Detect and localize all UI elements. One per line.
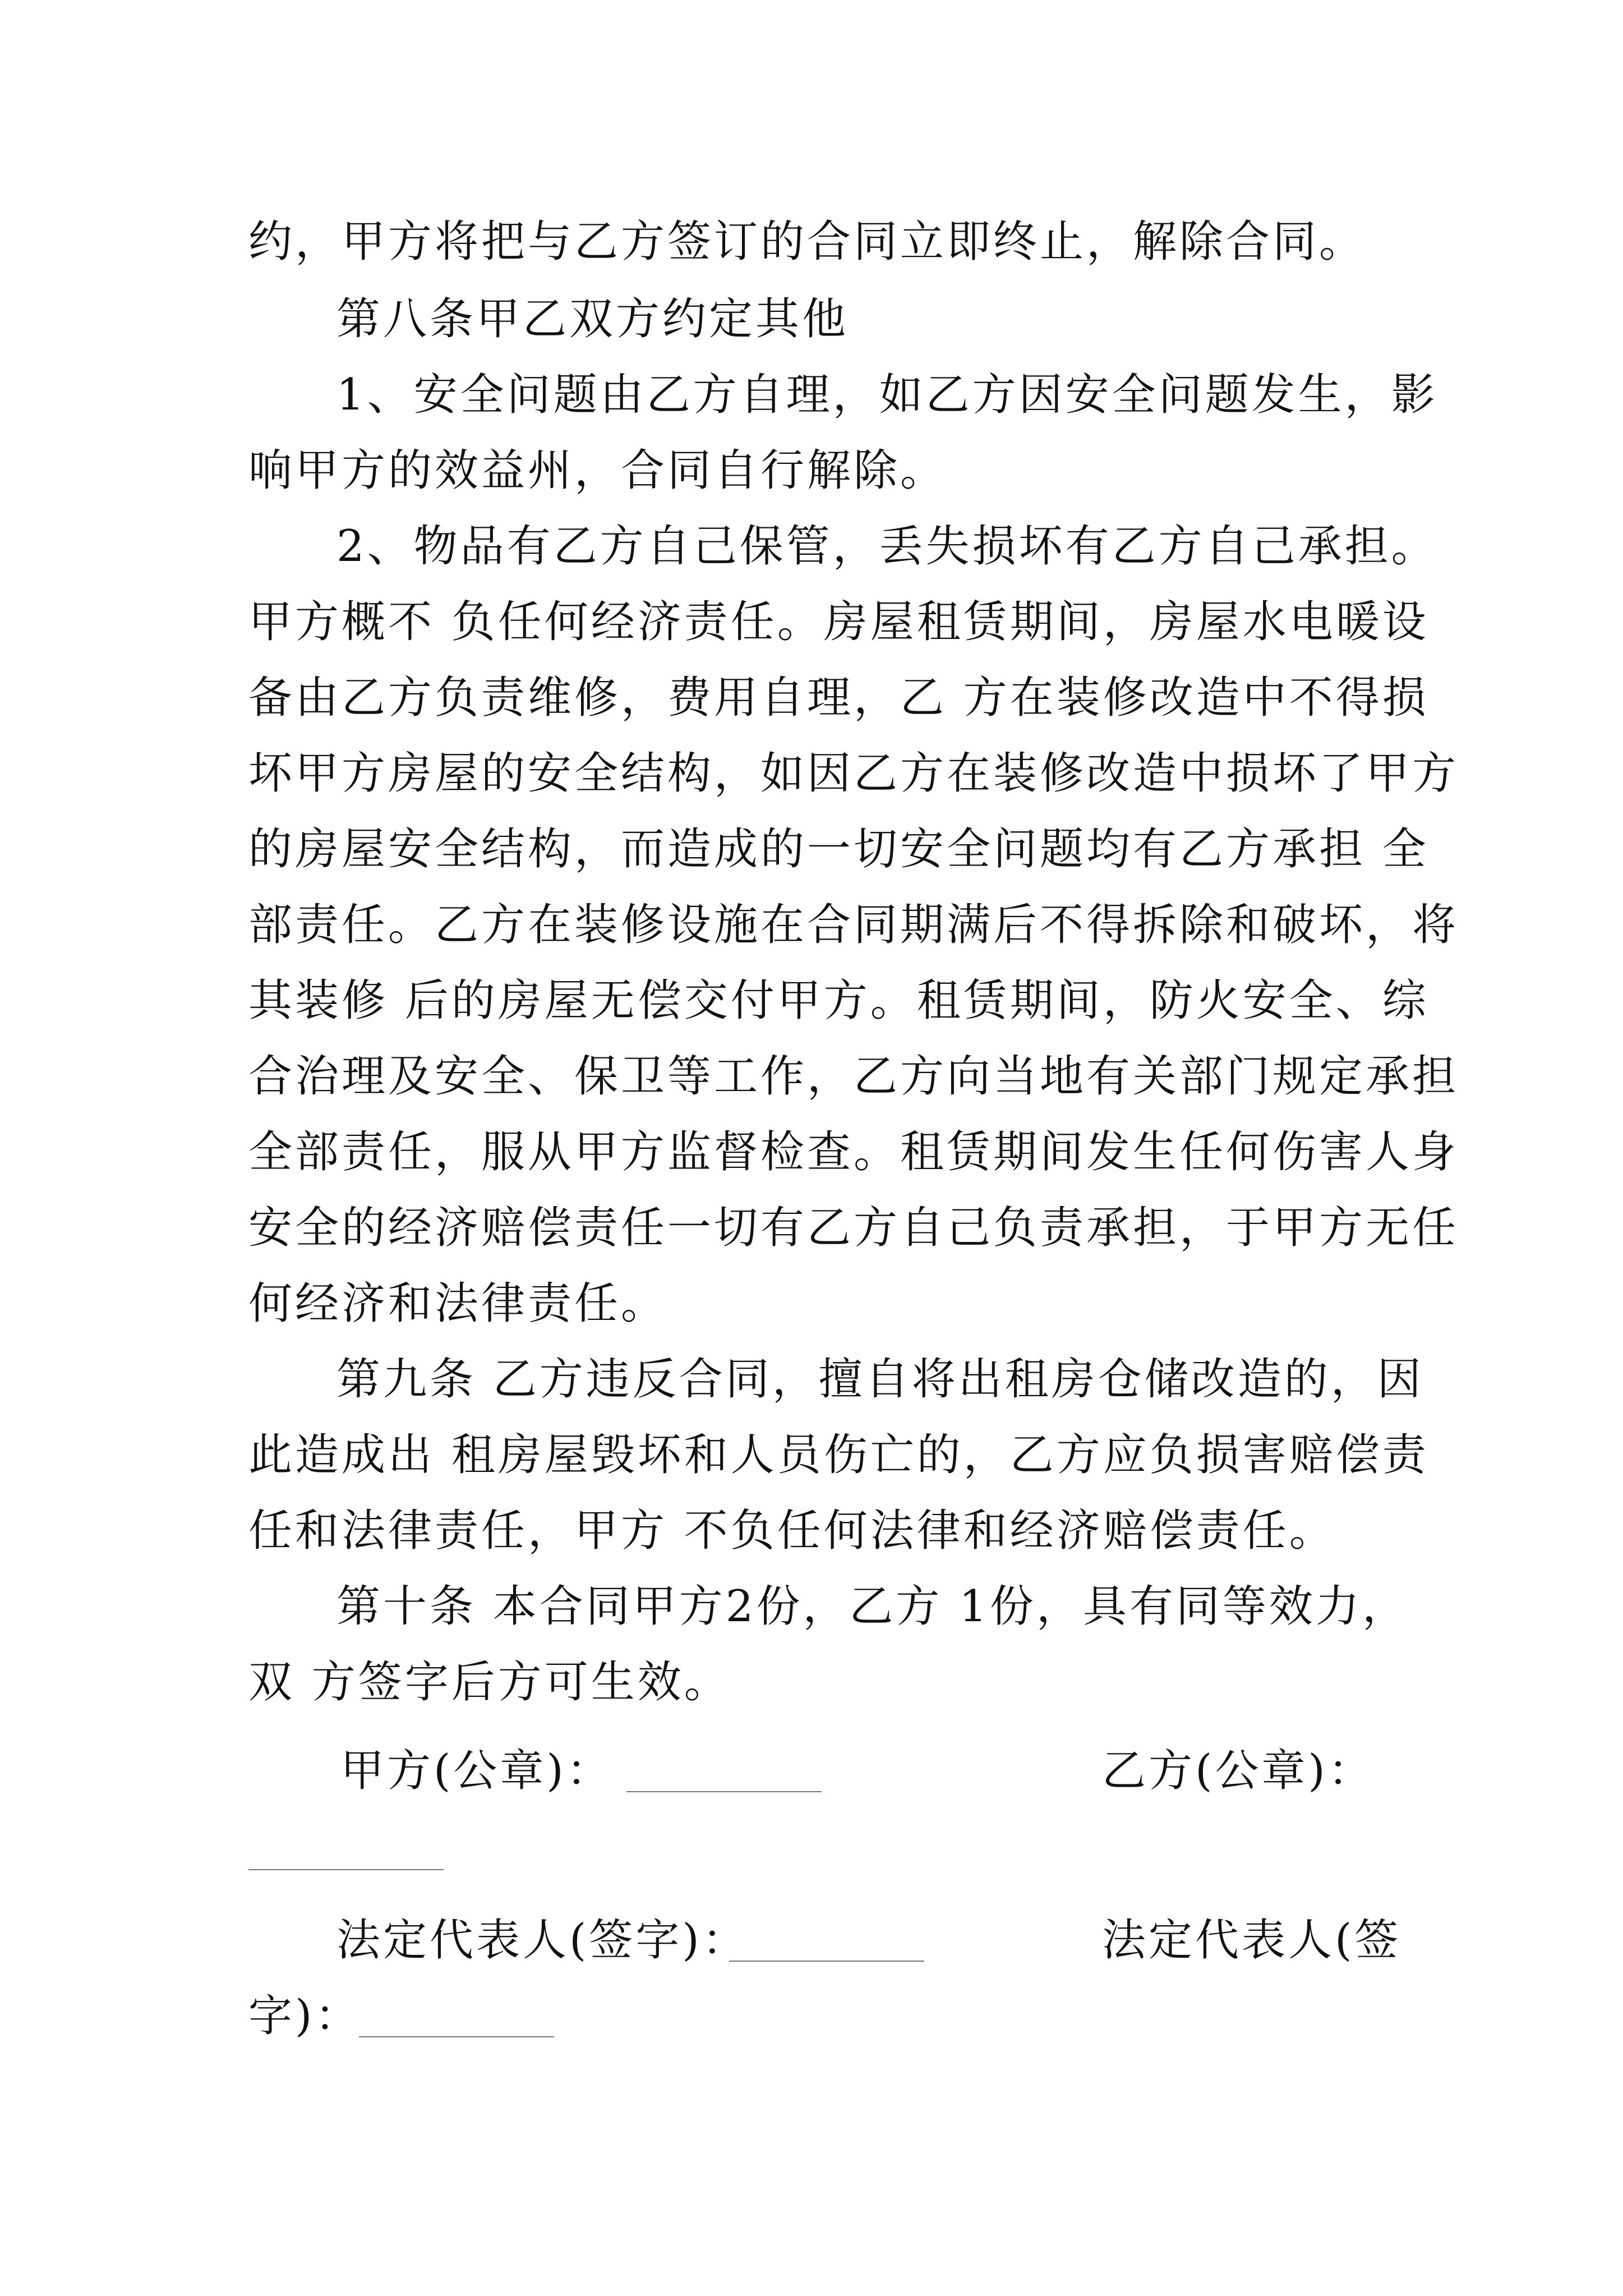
paragraph-line: 2、物品有乙方自己保管，丢失损坏有乙方自己承担。 bbox=[336, 521, 1438, 572]
party-b-representative-label: 法定代表人(签 bbox=[1102, 1915, 1401, 1966]
party-a-signature-line bbox=[626, 1791, 822, 1792]
paragraph-line: 合治理及安全、保卫等工作，乙方向当地有关部门规定承担 bbox=[248, 1051, 1459, 1102]
paragraph-line: 1、安全问题由乙方自理，如乙方因安全问题发生，影 bbox=[336, 370, 1438, 420]
clause-9-line: 第九条 乙方违反合同，擅自将出租房仓储改造的，因 bbox=[336, 1354, 1424, 1405]
party-b-seal-label: 乙方(公章)： bbox=[1102, 1746, 1375, 1796]
paragraph-line: 部责任。乙方在装修设施在合同期满后不得拆除和破坏，将 bbox=[248, 900, 1459, 950]
clause-10-line: 第十条 本合同甲方2份，乙方 1份，具有同等效力， bbox=[336, 1581, 1409, 1632]
party-a-representative-line bbox=[729, 1961, 924, 1962]
paragraph-line: 何经济和法律责任。 bbox=[248, 1278, 668, 1329]
clause-8-heading: 第八条甲乙双方约定其他 bbox=[336, 294, 849, 344]
paragraph-line: 双 方签字后方可生效。 bbox=[248, 1657, 731, 1708]
paragraph-line: 坏甲方房屋的安全结构，如因乙方在装修改造中损坏了甲方 bbox=[248, 748, 1459, 799]
paragraph-line: 任和法律责任，甲方 不负任何法律和经济赔偿责任。 bbox=[248, 1506, 1336, 1556]
party-a-seal-label: 甲方(公章)： bbox=[340, 1746, 613, 1796]
party-b-representative-line bbox=[359, 2036, 554, 2037]
paragraph-line: 响甲方的效益州，合同自行解除。 bbox=[248, 445, 947, 496]
paragraph-line: 约，甲方将把与乙方签订的合同立即终止，解除合同。 bbox=[248, 217, 1366, 267]
paragraph-line: 安全的经济赔偿责任一切有乙方自己负责承担，于甲方无任 bbox=[248, 1203, 1459, 1253]
party-a-representative-label: 法定代表人(签字)： bbox=[336, 1915, 749, 1966]
paragraph-line: 全部责任，服从甲方监督检查。租赁期间发生任何伤害人身 bbox=[248, 1127, 1459, 1177]
paragraph-line: 甲方概不 负任何经济责任。房屋租赁期间，房屋水电暖设 bbox=[248, 597, 1429, 647]
paragraph-line: 其装修 后的房屋无偿交付甲方。租赁期间，防火安全、综 bbox=[248, 976, 1429, 1026]
paragraph-line: 此造成出 租房屋毁坏和人员伤亡的，乙方应负损害赔偿责 bbox=[248, 1430, 1429, 1480]
party-b-signature-line bbox=[248, 1869, 444, 1870]
paragraph-line: 的房屋安全结构，而造成的一切安全问题均有乙方承担 全 bbox=[248, 824, 1429, 875]
paragraph-line: 备由乙方负责维修，费用自理，乙 方在装修改造中不得损 bbox=[248, 673, 1429, 723]
party-b-representative-label-cont: 字)： bbox=[248, 1991, 362, 2041]
